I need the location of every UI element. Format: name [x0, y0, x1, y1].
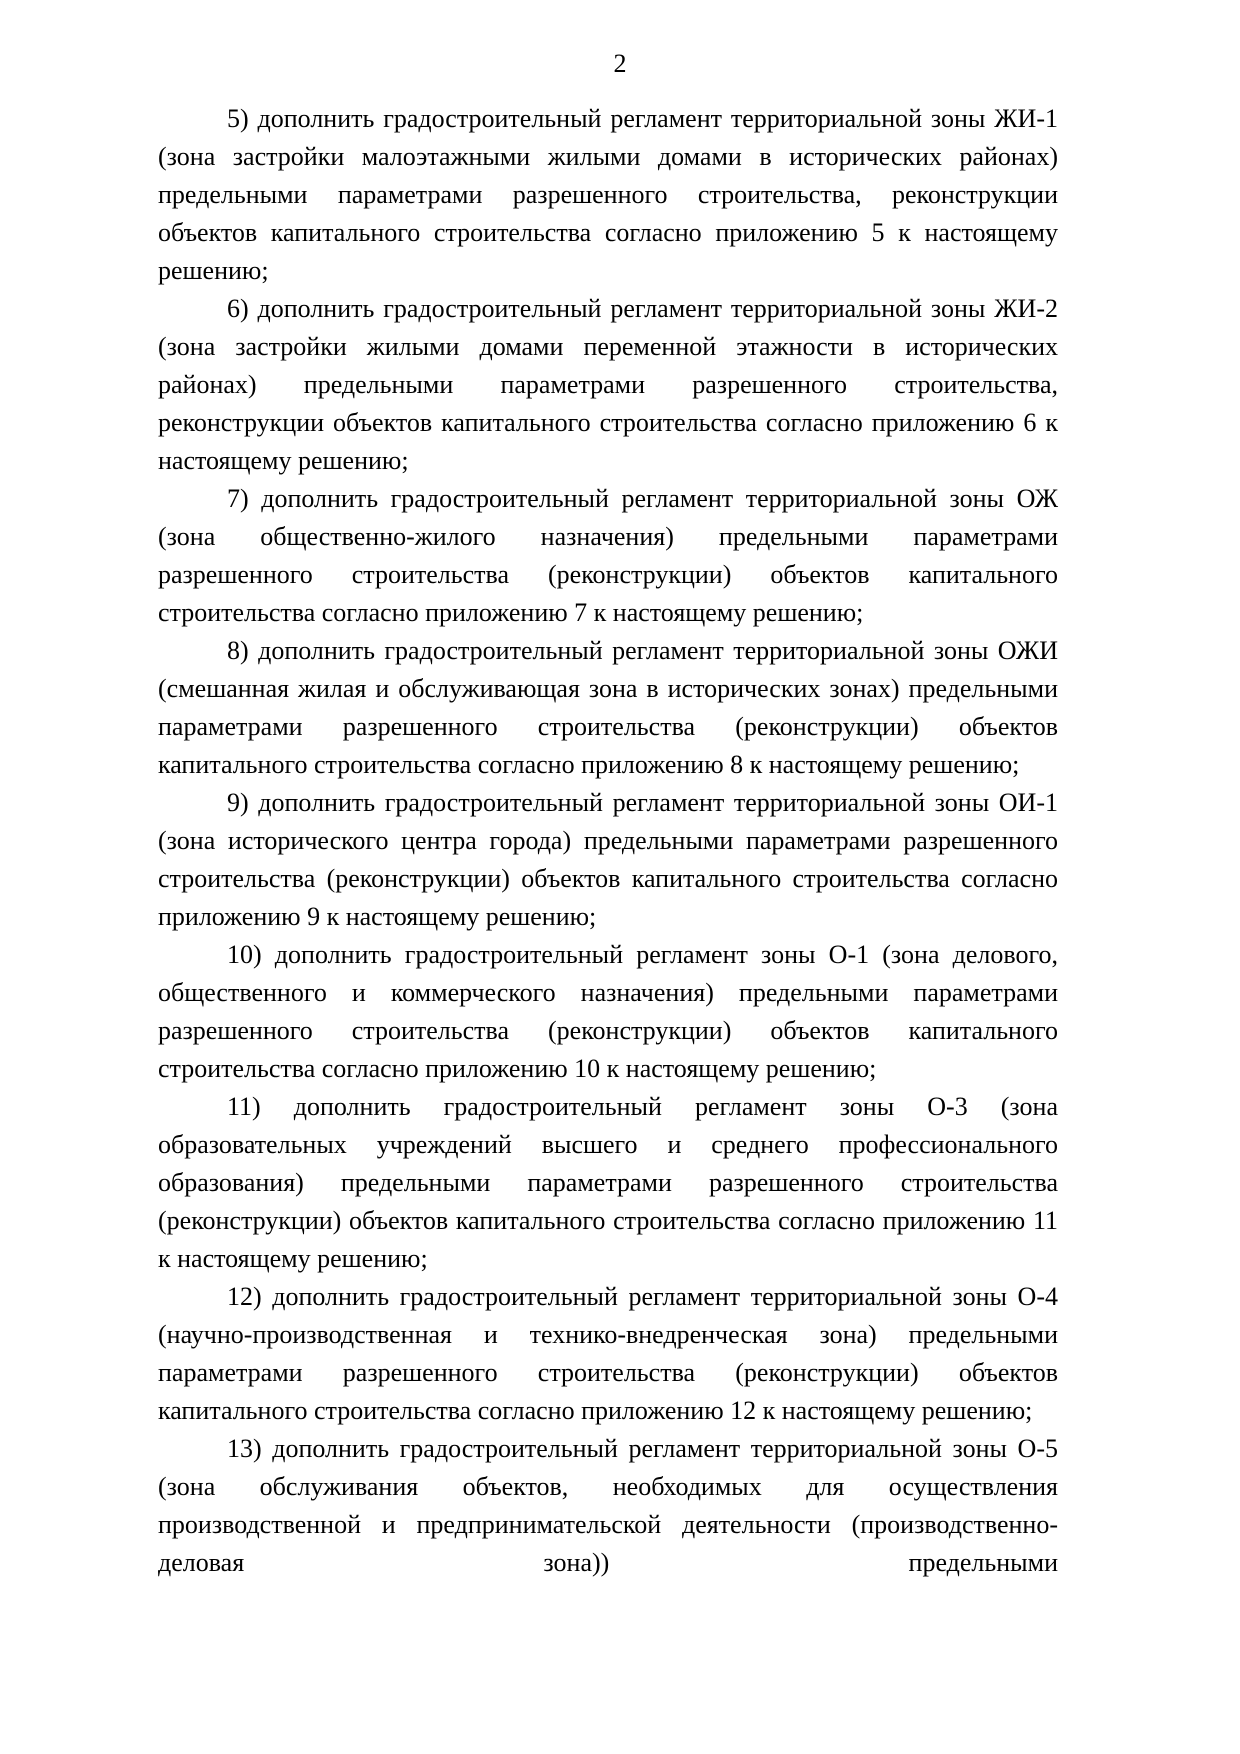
paragraph: 9) дополнить градостроительный регламент территориальной зоны ОИ-1 (зона исторического центра города) предельными параметрами разрешенного строительства (реконструкции) объектов капитального строительства согласно приложению 9 к настоящему решению;: [158, 788, 1058, 931]
paragraph: 10) дополнить градостроительный регламент зоны О-1 (зона делового, общественного и коммерческого назначения) предельными параметрами разрешенного строительства (реконструкции) объектов капитального строительства согласно приложению 10 к настоящему решению;: [158, 940, 1058, 1083]
paragraph: 5) дополнить градостроительный регламент территориальной зоны ЖИ-1 (зона застройки малоэтажными жилыми домами в исторических районах) предельными параметрами разрешенного строительства, реконструкции объектов капитального строительства согласно приложению 5 к настоящему решению;: [158, 104, 1058, 285]
paragraph: 8) дополнить градостроительный регламент территориальной зоны ОЖИ (смешанная жилая и обслуживающая зона в исторических зонах) предельными параметрами разрешенного строительства (реконструкции) объектов капитального строительства согласно приложению 8 к настоящему решению;: [158, 636, 1058, 779]
paragraph: 11) дополнить градостроительный регламент зоны О-3 (зона образовательных учреждений высшего и среднего профессионального образования) предельными параметрами разрешенного строительства (реконструкции) объектов капитального строительства согласно приложению 11 к настоящему решению;: [158, 1092, 1058, 1273]
paragraph: 13) дополнить градостроительный регламент территориальной зоны О-5 (зона обслуживания объектов, необходимых для осуществления производственной и предпринимательской деятельности (производственно-деловая зона)) предельными: [158, 1434, 1058, 1577]
paragraph: 12) дополнить градостроительный регламент территориальной зоны О-4 (научно-производственная и технико-внедренческая зона) предельными параметрами разрешенного строительства (реконструкции) объектов капитального строительства согласно приложению 12 к настоящему решению;: [158, 1282, 1058, 1425]
paragraph: 6) дополнить градостроительный регламент территориальной зоны ЖИ-2 (зона застройки жилыми домами переменной этажности в исторических районах) предельными параметрами разрешенного строительства, реконструкции объектов капитального строительства согласно приложению 6 к настоящему решению;: [158, 294, 1058, 475]
paragraph: 7) дополнить градостроительный регламент территориальной зоны ОЖ (зона общественно-жилого назначения) предельными параметрами разрешенного строительства (реконструкции) объектов капитального строительства согласно приложению 7 к настоящему решению;: [158, 484, 1058, 627]
document-body: [158, 100, 1058, 1582]
page-number: 2: [613, 49, 627, 78]
